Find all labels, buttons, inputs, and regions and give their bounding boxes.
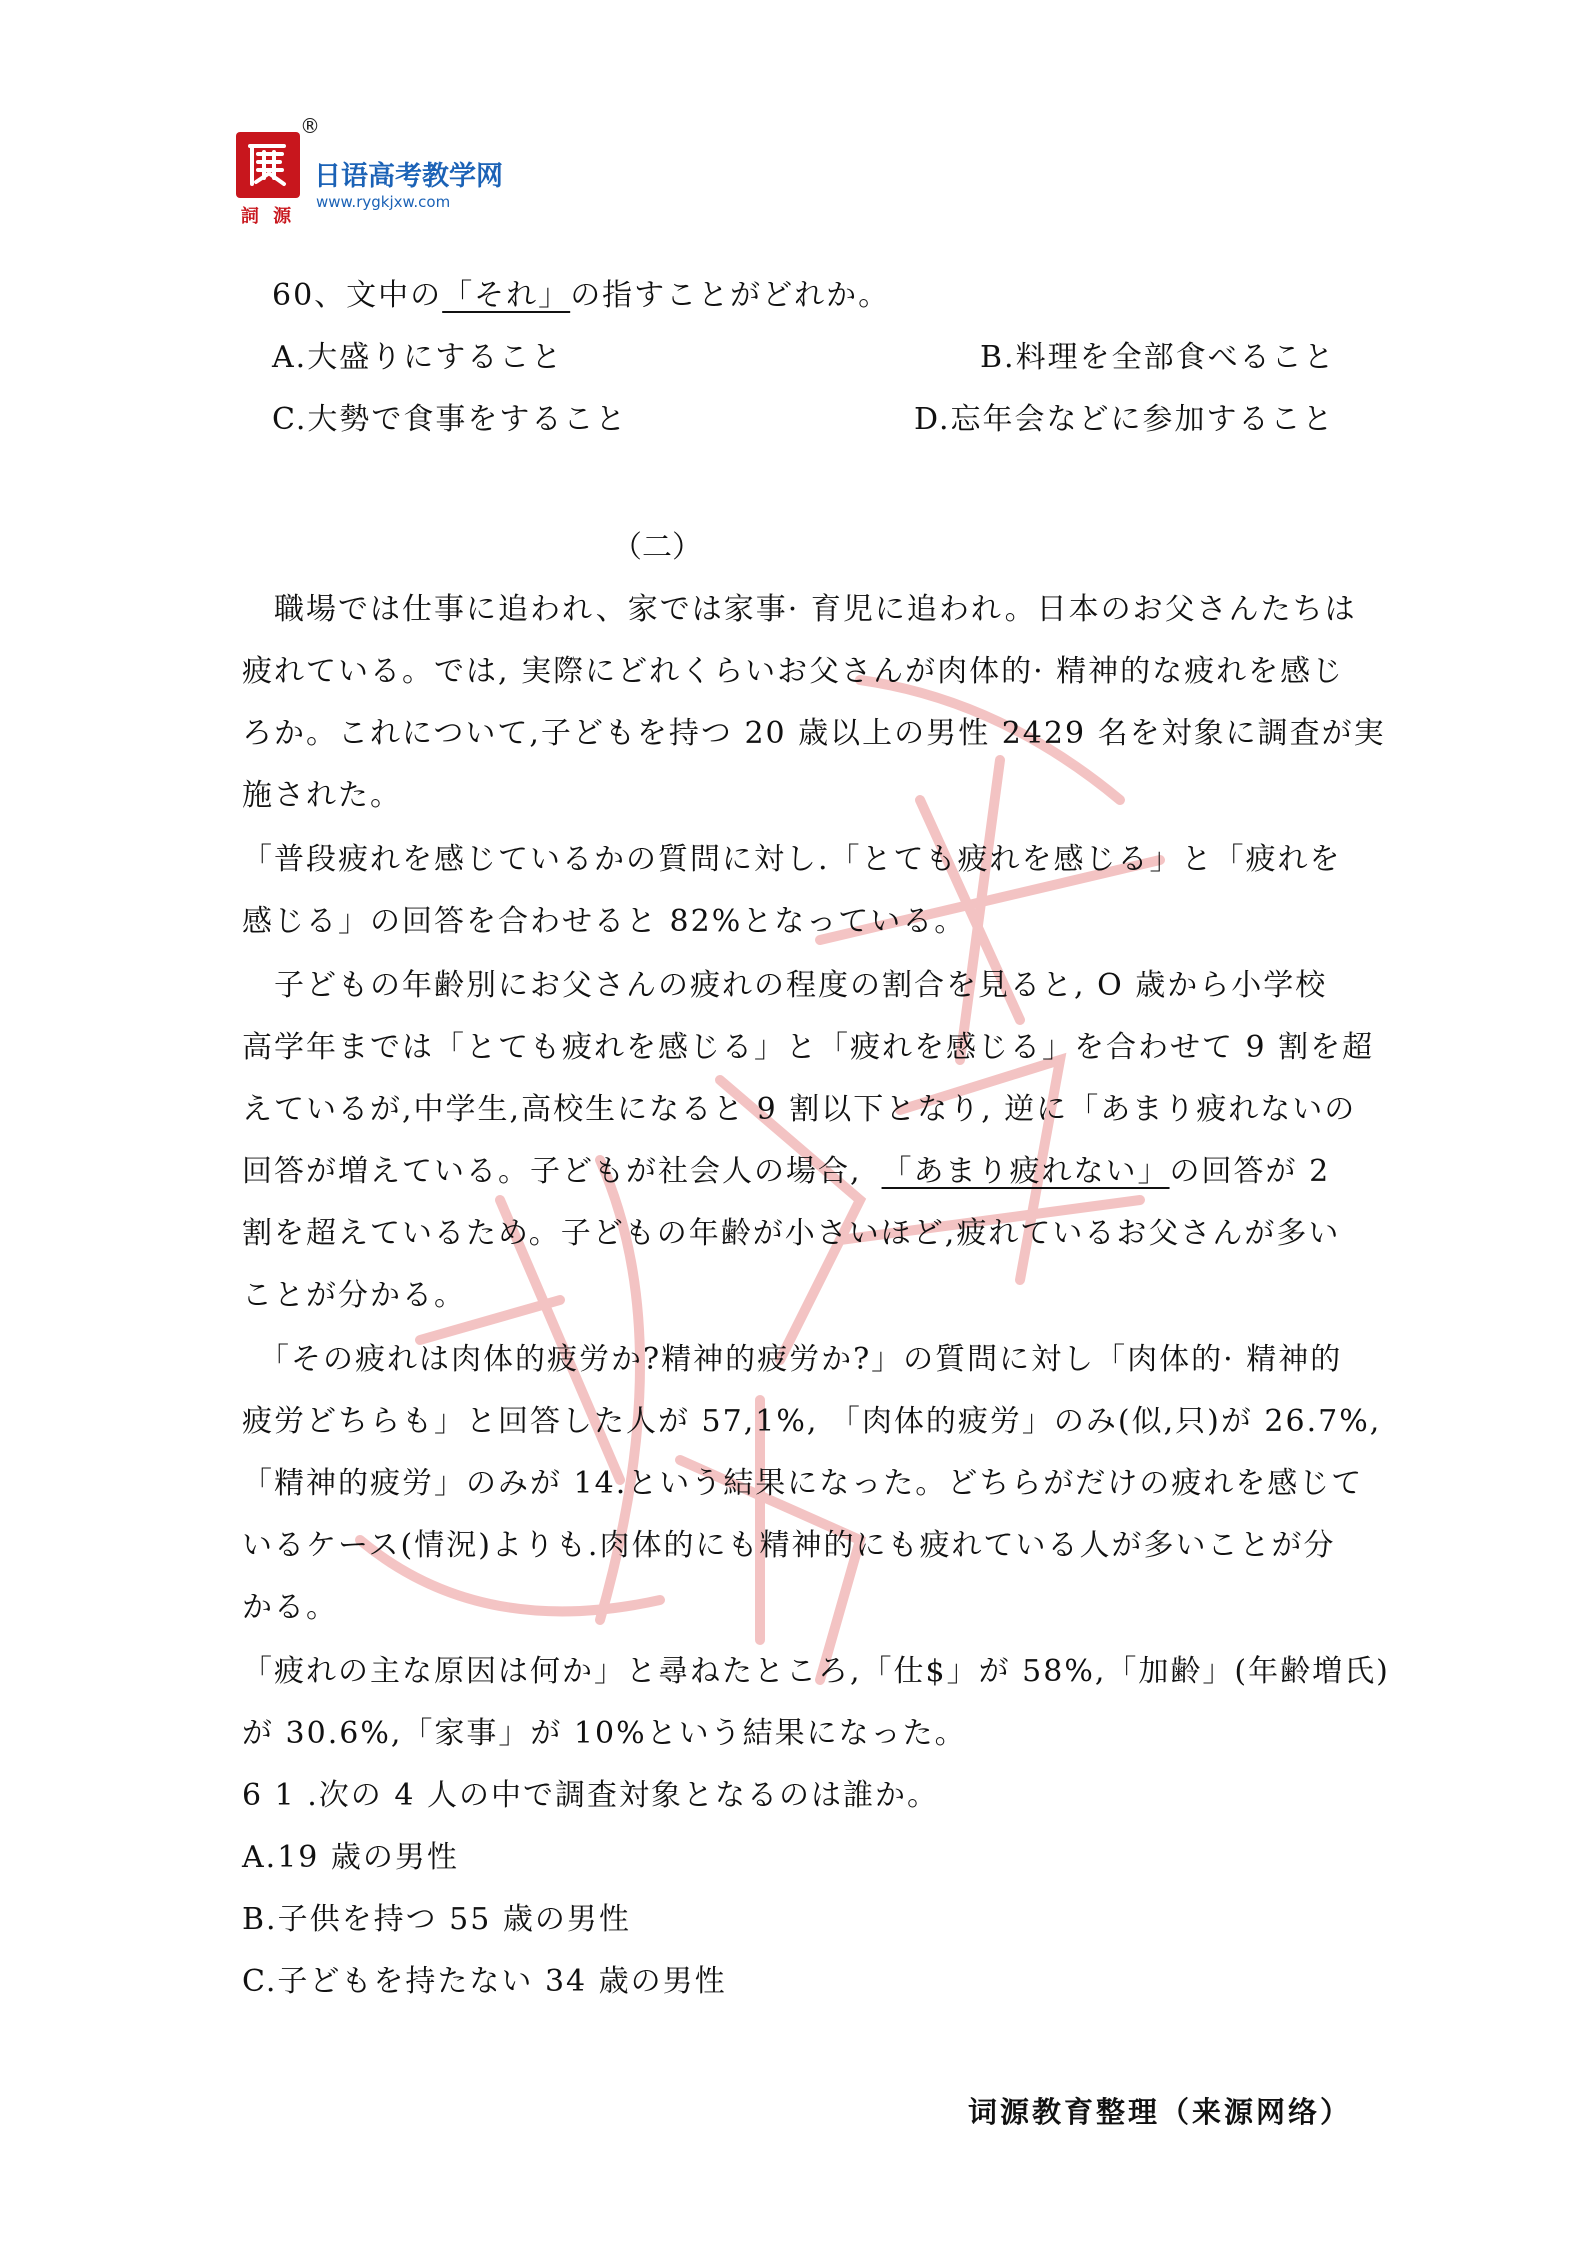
- passage-line: 疲れている。では, 実際にどれくらいお父さんが肉体的· 精神的な疲れを感じ: [242, 654, 1345, 689]
- passage-line: 子どもの年齢別にお父さんの疲れの程度の割合を見ると, O 歳から小学校: [242, 968, 1328, 1003]
- q60-option-b: B.料理を全部食べること: [980, 340, 1336, 375]
- q60-target: 「それ」: [442, 278, 571, 313]
- passage-line: 施された。: [242, 778, 402, 813]
- passage-line: が 30.6%,「家事」が 10%という結果になった。: [242, 1716, 967, 1751]
- p3-prefix: 回答が増えている。子どもが社会人の場合,: [242, 1154, 862, 1189]
- site-url: www.rygkjxw.com: [316, 193, 451, 211]
- seal-glyph-icon: [244, 138, 292, 192]
- passage-line-underlined: [242, 1152, 1330, 1192]
- question-60: [272, 276, 890, 316]
- p3-suffix: の回答が 2: [1169, 1154, 1331, 1189]
- passage-line: 「普段疲れを感じているかの質問に対し.「とても疲れを感じる」と「疲れを: [242, 842, 1342, 877]
- site-logo: [236, 114, 503, 232]
- q60-suffix: の指すことがどれか。: [570, 278, 891, 313]
- registered-mark: ®: [300, 114, 320, 138]
- q61-option-c: C.子どもを持たない 34 歳の男性: [242, 1964, 727, 1999]
- passage-line: 職場では仕事に追われ、家では家事· 育児に追われ。日本のお父さんたちは: [242, 592, 1357, 627]
- passage-line: ことが分かる。: [242, 1278, 466, 1313]
- q60-option-d: D.忘年会などに参加すること: [914, 402, 1335, 437]
- passage-line: ろか。これについて,子どもを持つ 20 歳以上の男性 2429 名を対象に調査が実: [242, 716, 1386, 751]
- q61-option-a: A.19 歳の男性: [242, 1840, 459, 1875]
- passage-line: えているが,中学生,高校生になると 9 割以下となり, 逆に「あまり疲れないの: [242, 1092, 1357, 1127]
- seal-caption: 詞 源: [240, 206, 296, 227]
- q61-option-b: B.子供を持つ 55 歳の男性: [242, 1902, 631, 1937]
- section-heading: （二）: [612, 530, 702, 565]
- passage-line: 「その疲れは肉体的疲労か?精神的疲労か?」の質問に対し「肉体的· 精神的: [242, 1342, 1343, 1377]
- q60-option-a: A.大盛りにすること: [272, 340, 564, 375]
- passage-line: 「疲れの主な原因は何か」と尋ねたところ,「仕$」が 58%,「加齢」(年齢増氏): [242, 1654, 1390, 1689]
- passage-line: かる。: [242, 1590, 338, 1625]
- passage-line: 高学年までは「とても疲れを感じる」と「疲れを感じる」を合わせて 9 割を超: [242, 1030, 1375, 1065]
- passage-line: 感じる」の回答を合わせると 82%となっている。: [242, 904, 967, 939]
- q60-prefix: 60、文中の: [272, 278, 443, 313]
- seal-logo: [236, 132, 300, 198]
- brand-name: 日语高考教学网: [314, 161, 503, 192]
- footer-credit: 词源教育整理（来源网络）: [968, 2095, 1353, 2129]
- passage-line: 疲労どちらも」と回答した人が 57,1%, 「肉体的疲労」のみ(似,只)が 26.7%,: [242, 1404, 1382, 1439]
- passage-line: いるケース(情況)よりも.肉体的にも精神的にも疲れている人が多いことが分: [242, 1528, 1336, 1563]
- underlined-phrase: 「あまり疲れない」: [881, 1154, 1170, 1189]
- q60-option-c: C.大勢で食事をすること: [272, 402, 628, 437]
- passage-line: 割を超えているため。子どもの年齢が小さいほど,疲れているお父さんが多い: [242, 1216, 1341, 1251]
- passage-line: 「精神的疲労」のみが 14.という結果になった。どちらがだけの疲れを感じて: [242, 1466, 1364, 1501]
- question-61: 6 1 .次の 4 人の中で調査対象となるのは誰か。: [242, 1778, 939, 1813]
